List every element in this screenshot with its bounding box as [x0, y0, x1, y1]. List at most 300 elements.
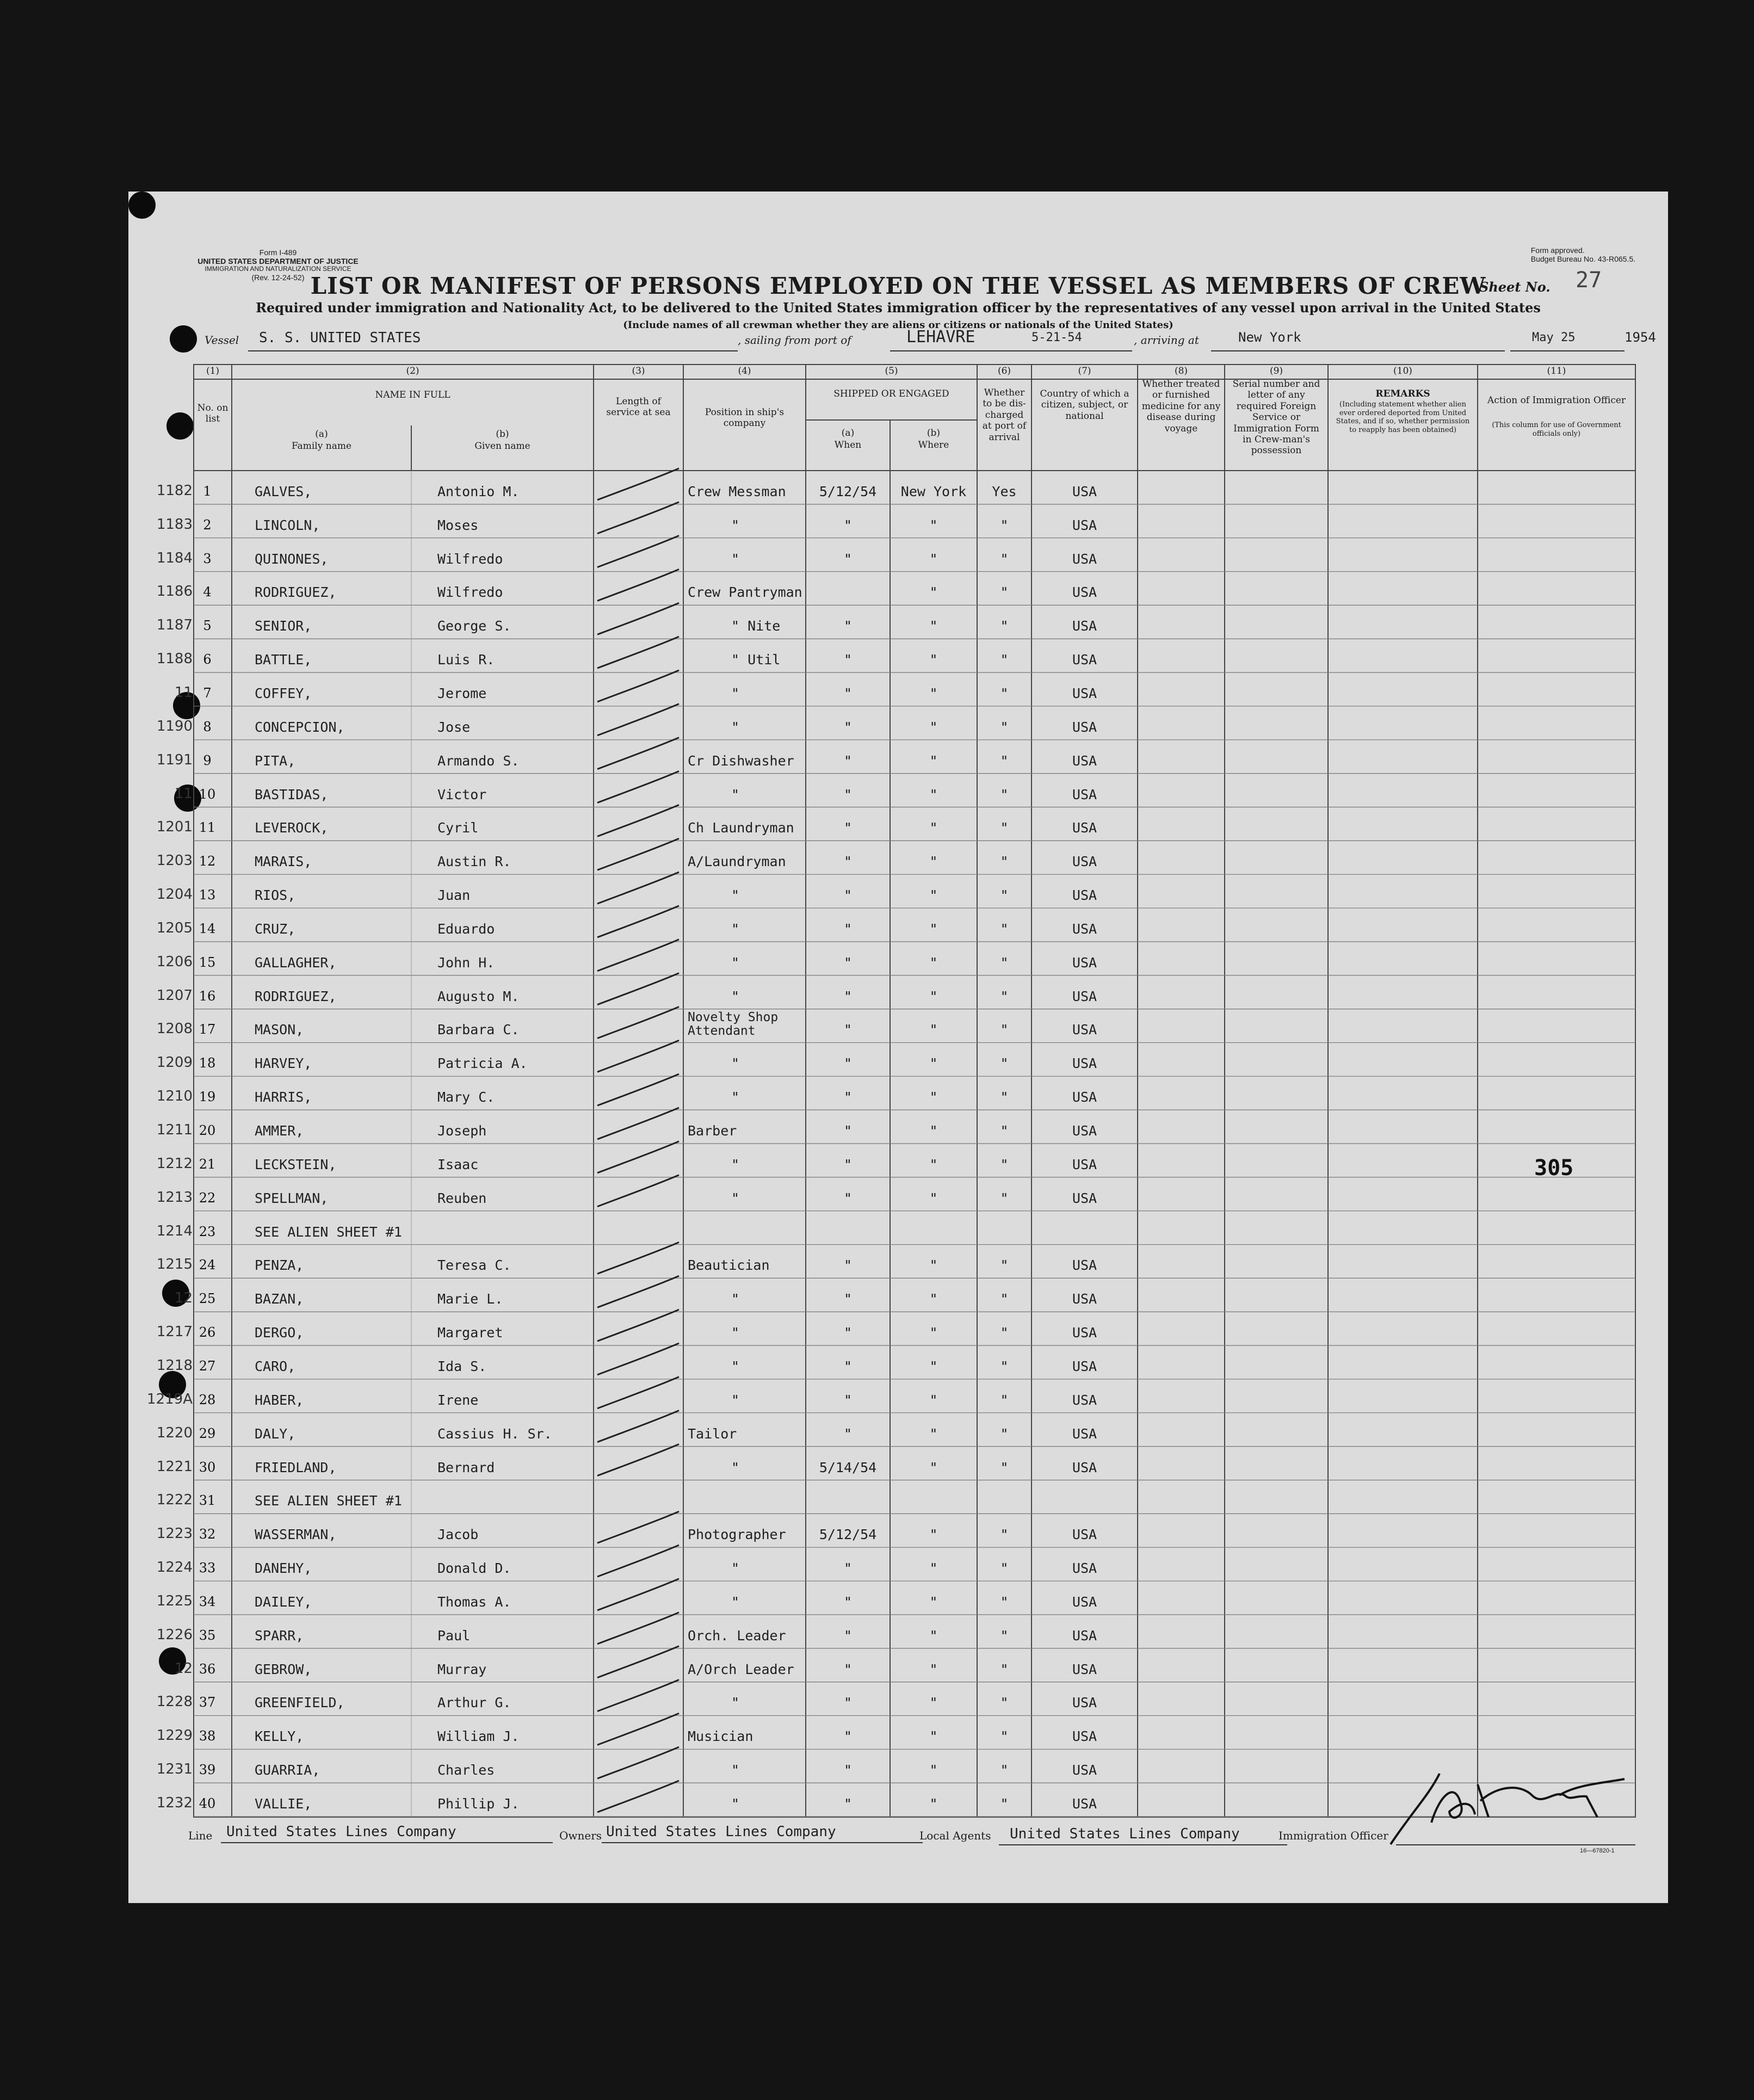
row-number: 31 [199, 1493, 216, 1509]
header-family: Family name [291, 441, 352, 452]
row-number: 27 [199, 1358, 216, 1374]
cell-position: " Nite [731, 618, 781, 634]
cell-country: USA [1072, 652, 1097, 668]
cell-family: DALY, [255, 1425, 296, 1442]
row-number: 28 [199, 1392, 216, 1407]
cell-family: HARVEY, [255, 1055, 312, 1072]
cell-where: " [929, 1593, 938, 1610]
cell-discharged: " [1000, 1055, 1009, 1072]
cell-position: " [731, 1325, 740, 1341]
cell-when: 5/14/54 [819, 1459, 877, 1475]
cell-position: " [731, 685, 740, 701]
length-slash-mark [597, 1545, 679, 1577]
length-slash-mark [597, 1074, 679, 1105]
cell-country: USA [1072, 618, 1097, 634]
cell-family: WASSERMAN, [255, 1527, 337, 1543]
cell-when: " [843, 551, 853, 567]
line-number: 1212 [156, 1155, 193, 1172]
footer-owners-label: Owners [559, 1829, 602, 1842]
row-number: 13 [199, 887, 216, 903]
row-number: 20 [199, 1123, 216, 1138]
cell-discharged: Yes [992, 483, 1017, 499]
cell-given: Joseph [437, 1123, 487, 1139]
footer-line-label: Line [188, 1829, 213, 1842]
cell-where: " [929, 517, 938, 533]
length-slash-mark [597, 738, 679, 769]
cell-where: " [929, 988, 938, 1004]
cell-family: BATTLE, [255, 652, 312, 668]
cell-position: " Util [731, 652, 781, 668]
cell-discharged: " [1000, 887, 1009, 904]
row-number: 5 [203, 618, 212, 634]
cell-family: SEE ALIEN SHEET #1 [255, 1493, 402, 1509]
row-number: 17 [199, 1022, 216, 1037]
row-number: 6 [203, 652, 212, 668]
cell-discharged: " [1000, 820, 1009, 836]
line-number: 1215 [156, 1256, 193, 1273]
cell-where: " [929, 685, 938, 701]
cell-family: LEVEROCK, [255, 820, 329, 836]
cell-where: " [929, 1022, 938, 1038]
cell-country: USA [1072, 1392, 1097, 1408]
cell-country: USA [1072, 685, 1097, 701]
row-number: 29 [199, 1425, 216, 1441]
row-number: 34 [199, 1593, 216, 1609]
row-number: 2 [203, 517, 212, 533]
year: 1954 [1625, 330, 1656, 345]
cell-family: SEE ALIEN SHEET #1 [255, 1224, 402, 1240]
cell-where: " [929, 1695, 938, 1711]
line-number: 1209 [156, 1054, 193, 1071]
cell-family: AMMER, [255, 1123, 304, 1139]
cell-position: " [731, 954, 740, 971]
cell-family: PITA, [255, 752, 296, 769]
cell-where: " [929, 618, 938, 634]
length-slash-mark [597, 1411, 679, 1442]
cell-discharged: " [1000, 1459, 1009, 1475]
cell-position: Photographer [688, 1527, 786, 1543]
footer-line-value: United States Lines Company [226, 1824, 456, 1840]
cell-position: " [731, 719, 740, 735]
form-number: Form I-489 [259, 248, 297, 257]
cell-where: " [929, 1123, 938, 1139]
cell-given: Patricia A. [437, 1055, 528, 1072]
cell-discharged: " [1000, 1695, 1009, 1711]
cell-given: Wilfredo [437, 551, 503, 567]
cell-where: " [929, 1257, 938, 1274]
cell-position: " [731, 1089, 740, 1105]
cell-given: Moses [437, 517, 479, 533]
cell-when: " [843, 1358, 853, 1374]
cell-position: " [731, 1291, 740, 1307]
footer-line-underline [221, 1842, 553, 1843]
cell-where: " [929, 1527, 938, 1543]
arrival-port: New York [1238, 330, 1301, 345]
cell-given: Isaac [437, 1156, 479, 1172]
cell-where: " [929, 584, 938, 601]
length-slash-mark [597, 1141, 679, 1173]
cell-given: Arthur G. [437, 1695, 511, 1711]
cell-given: Thomas A. [437, 1593, 511, 1610]
sail-date: 5-21-54 [1032, 331, 1082, 344]
line-number: 12 [174, 1660, 193, 1677]
cell-discharged: " [1000, 1123, 1009, 1139]
cell-country: USA [1072, 1022, 1097, 1038]
cell-family: QUINONES, [255, 551, 329, 567]
cell-position: Tailor [688, 1425, 737, 1442]
row-number: 4 [203, 584, 212, 600]
cell-when: " [843, 618, 853, 634]
cell-country: USA [1072, 584, 1097, 601]
manifest-sheet [128, 192, 1668, 1903]
length-slash-mark [597, 1040, 679, 1072]
line-number: 1183 [156, 516, 193, 533]
row-number: 8 [203, 719, 212, 734]
cell-given: Marie L. [437, 1291, 503, 1307]
row-number: 39 [199, 1762, 216, 1778]
cell-discharged: " [1000, 1762, 1009, 1778]
cell-country: USA [1072, 786, 1097, 802]
line-number: 1229 [156, 1727, 193, 1744]
port: LEHAVRE [906, 328, 975, 347]
cell-when: " [843, 1661, 853, 1677]
cell-where: " [929, 1796, 938, 1812]
cell-discharged: " [1000, 618, 1009, 634]
arrival-date: May 25 [1532, 331, 1576, 344]
col-num: (11) [1547, 366, 1566, 376]
cell-family: DERGO, [255, 1325, 304, 1341]
cell-country: USA [1072, 1527, 1097, 1543]
cell-family: GALVES, [255, 483, 312, 499]
sheet-label: Sheet No. [1479, 279, 1551, 295]
col-num: (2) [406, 366, 419, 376]
cell-given: Augusto M. [437, 988, 520, 1004]
header-action-note: (This column for use of Government officials only) [1492, 421, 1621, 438]
cell-family: SPELLMAN, [255, 1190, 329, 1206]
cell-where: " [929, 1728, 938, 1745]
line-number: 1225 [156, 1592, 193, 1609]
line-number: 1207 [156, 987, 193, 1004]
header-remarks: REMARKS [1375, 388, 1430, 399]
row-number: 7 [203, 685, 212, 701]
cell-where: " [929, 1392, 938, 1408]
cell-family: FRIEDLAND, [255, 1459, 337, 1475]
cell-where: " [929, 820, 938, 836]
row-number: 16 [199, 988, 216, 1004]
cell-position: " [731, 1459, 740, 1475]
col-num: (1) [206, 366, 220, 376]
cell-when: " [843, 921, 853, 937]
header-name: NAME IN FULL [375, 390, 450, 400]
cell-position: Musician [688, 1728, 754, 1745]
cell-country: USA [1072, 1325, 1097, 1341]
length-slash-mark [597, 872, 679, 904]
line-number: 1213 [156, 1189, 193, 1206]
cell-position: " [731, 887, 740, 904]
cell-where: " [929, 1156, 938, 1172]
cell-given: Armando S. [437, 752, 520, 769]
cell-country: USA [1072, 954, 1097, 971]
length-slash-mark [597, 536, 679, 567]
cell-when: " [843, 517, 853, 533]
length-slash-mark [597, 468, 679, 500]
cell-discharged: " [1000, 1358, 1009, 1374]
cell-discharged: " [1000, 685, 1009, 701]
length-slash-mark [597, 1108, 679, 1139]
cell-given: Phillip J. [437, 1796, 520, 1812]
line-number: 1186 [156, 583, 193, 600]
header-discharged: Whether to be dis-charged at port of arrival [982, 387, 1027, 443]
cell-given: Luis R. [437, 652, 495, 668]
row-number: 26 [199, 1325, 216, 1341]
cell-discharged: " [1000, 652, 1009, 668]
header-country: Country of which a citizen, subject, or national [1040, 388, 1129, 422]
cell-country: USA [1072, 1593, 1097, 1610]
cell-family: RODRIGUEZ, [255, 584, 337, 601]
length-slash-mark [597, 1343, 679, 1375]
header-remarks-note: (Including statement whether alien ever ordered deported from United States, and if so, whether permission to reapply has been obtained) [1336, 400, 1470, 434]
length-slash-mark [597, 1310, 679, 1341]
cell-family: RODRIGUEZ, [255, 988, 337, 1004]
line-number: 1221 [156, 1458, 193, 1475]
cell-when: " [843, 1055, 853, 1072]
form-approved: Form approved. [1530, 246, 1585, 255]
cell-country: USA [1072, 1425, 1097, 1442]
cell-position: " [731, 988, 740, 1004]
header-given: Given name [474, 441, 530, 452]
row-number: 35 [199, 1627, 216, 1643]
cell-where: " [929, 1358, 938, 1374]
print-code: 16—67820-1 [1580, 1848, 1615, 1854]
row-number: 21 [199, 1156, 216, 1172]
length-slash-mark [597, 1511, 679, 1543]
row-number: 15 [199, 954, 216, 970]
header-position: Position in ship's company [705, 407, 785, 429]
cell-given: Barbara C. [437, 1022, 520, 1038]
sailing-label: , sailing from port of [738, 333, 851, 347]
row-number: 1 [203, 483, 212, 499]
officer-signature [1380, 1763, 1635, 1855]
line-number: 1226 [156, 1626, 193, 1643]
cell-where: " [929, 854, 938, 870]
cell-where: " [929, 1661, 938, 1677]
header-family-sub: (a) [315, 429, 328, 440]
row-number: 30 [199, 1459, 216, 1475]
cell-position: " [731, 1593, 740, 1610]
cell-position: " [731, 1695, 740, 1711]
line-number: 1223 [156, 1525, 193, 1542]
header-shipped: SHIPPED OR ENGAGED [833, 388, 949, 399]
cell-given: Teresa C. [437, 1257, 511, 1274]
header-medicine: Whether treated or furnished medicine for any disease during voyage [1141, 379, 1221, 434]
footer-agents-value: United States Lines Company [1010, 1826, 1240, 1842]
line-number: 1214 [156, 1222, 193, 1239]
line-number: 1182 [156, 482, 193, 499]
cell-discharged: " [1000, 1022, 1009, 1038]
length-slash-mark [597, 1713, 679, 1745]
length-slash-mark [597, 805, 679, 836]
cell-where: " [929, 1089, 938, 1105]
service: IMMIGRATION AND NATURALIZATION SERVICE [205, 265, 351, 273]
cell-given: Murray [437, 1661, 487, 1677]
cell-discharged: " [1000, 1257, 1009, 1274]
length-slash-mark [597, 838, 679, 870]
cell-when: " [843, 1762, 853, 1778]
cell-discharged: " [1000, 1527, 1009, 1543]
form-title: LIST OR MANIFEST OF PERSONS EMPLOYED ON THE VESSEL AS MEMBERS OF CREW [310, 273, 1486, 299]
length-slash-mark [597, 603, 679, 634]
cell-when: 5/12/54 [819, 1527, 877, 1543]
length-slash-mark [597, 1579, 679, 1610]
cell-discharged: " [1000, 786, 1009, 802]
cell-where: New York [900, 483, 967, 499]
row-number: 33 [199, 1560, 216, 1576]
cell-position: " [731, 517, 740, 533]
cell-discharged: " [1000, 988, 1009, 1004]
header-action: Action of Immigration Officer [1487, 395, 1626, 406]
sheet-number: 27 [1576, 268, 1602, 293]
cell-country: USA [1072, 1661, 1097, 1677]
length-slash-mark [597, 1377, 679, 1409]
cell-where: " [929, 1291, 938, 1307]
cell-family: CRUZ, [255, 921, 296, 937]
row-number: 40 [199, 1796, 216, 1811]
cell-given: Jose [437, 719, 471, 735]
cell-family: LINCOLN, [255, 517, 320, 533]
line-number: 1231 [156, 1761, 193, 1778]
cell-where: " [929, 1325, 938, 1341]
cell-country: USA [1072, 1291, 1097, 1307]
cell-family: GUARRIA, [255, 1762, 320, 1778]
length-slash-mark [597, 670, 679, 702]
cell-discharged: " [1000, 1661, 1009, 1677]
line-number: 1217 [156, 1324, 193, 1341]
cell-given: Jerome [437, 685, 487, 701]
cell-country: USA [1072, 1190, 1097, 1206]
row-number: 14 [199, 921, 216, 936]
cell-family: HARRIS, [255, 1089, 312, 1105]
cell-given: Bernard [437, 1459, 495, 1475]
cell-discharged: " [1000, 1425, 1009, 1442]
cell-position: " [731, 921, 740, 937]
cell-discharged: " [1000, 1796, 1009, 1812]
cell-country: USA [1072, 988, 1097, 1004]
length-slash-mark [597, 1242, 679, 1274]
cell-given: Victor [437, 786, 487, 802]
cell-country: USA [1072, 1796, 1097, 1812]
cell-given: Cassius H. Sr. [437, 1425, 552, 1442]
cell-when: " [843, 685, 853, 701]
cell-country: USA [1072, 483, 1097, 499]
row-number: 11 [199, 820, 216, 836]
length-slash-mark [597, 973, 679, 1005]
cell-where: " [929, 954, 938, 971]
length-slash-mark [597, 1444, 679, 1476]
cell-position: " [731, 1392, 740, 1408]
col-num: (5) [885, 366, 898, 376]
cell-where: " [929, 1762, 938, 1778]
col-num: (7) [1078, 366, 1091, 376]
header-length: Length of service at sea [606, 396, 671, 418]
cell-discharged: " [1000, 1627, 1009, 1644]
header-given-sub: (b) [496, 429, 509, 440]
cell-discharged: " [1000, 584, 1009, 601]
cell-family: DAILEY, [255, 1593, 312, 1610]
cell-when: " [843, 719, 853, 735]
cell-discharged: " [1000, 854, 1009, 870]
cell-position: " [731, 786, 740, 802]
cell-discharged: " [1000, 1560, 1009, 1577]
row-number: 22 [199, 1190, 216, 1206]
row-number: 19 [199, 1089, 216, 1105]
form-note: (Include names of all crewman whether they are aliens or citizens or nationals of the United States) [623, 319, 1174, 331]
cell-discharged: " [1000, 954, 1009, 971]
footer-owners-value: United States Lines Company [606, 1824, 836, 1840]
cell-given: Margaret [437, 1325, 503, 1341]
cell-country: USA [1072, 1560, 1097, 1577]
col-num: (4) [738, 366, 751, 376]
cell-discharged: " [1000, 551, 1009, 567]
row-number: 37 [199, 1695, 216, 1710]
length-slash-mark [597, 637, 679, 668]
line-number: 1208 [156, 1021, 193, 1037]
cell-discharged: " [1000, 1325, 1009, 1341]
cell-position: " [731, 1190, 740, 1206]
length-slash-mark [597, 1747, 679, 1778]
line-number: 1219A [147, 1391, 193, 1407]
cell-when: " [843, 1257, 853, 1274]
row-number: 18 [199, 1055, 216, 1071]
cell-given: John H. [437, 954, 495, 971]
cell-country: USA [1072, 887, 1097, 904]
header-where-sub: (b) [927, 428, 941, 438]
header-when: When [834, 440, 862, 450]
cell-when: " [843, 887, 853, 904]
cell-family: BASTIDAS, [255, 786, 329, 802]
cell-country: USA [1072, 1257, 1097, 1274]
cell-when: " [843, 1425, 853, 1442]
cell-position: Crew Pantryman [688, 584, 802, 601]
budget-bureau: Budget Bureau No. 43-R065.5. [1530, 255, 1635, 264]
annotation-number: 305 [1534, 1156, 1574, 1181]
cell-when: " [843, 1627, 853, 1644]
footer-agents-label: Local Agents [919, 1829, 991, 1842]
cell-given: William J. [437, 1728, 520, 1745]
cell-family: GREENFIELD, [255, 1695, 345, 1711]
cell-where: " [929, 1627, 938, 1644]
cell-discharged: " [1000, 1392, 1009, 1408]
length-slash-mark [597, 1613, 679, 1644]
cell-given: Wilfredo [437, 584, 503, 601]
cell-when: " [843, 1796, 853, 1812]
cell-position: " [731, 1055, 740, 1072]
row-number: 38 [199, 1728, 216, 1744]
length-slash-mark [597, 1175, 679, 1207]
cell-when: " [843, 954, 853, 971]
cell-country: USA [1072, 1695, 1097, 1711]
length-slash-mark [597, 1006, 679, 1038]
cell-position: " [731, 551, 740, 567]
cell-country: USA [1072, 719, 1097, 735]
cell-position: Orch. Leader [688, 1627, 786, 1644]
cell-position: A/Laundryman [688, 854, 786, 870]
cell-family: GALLAGHER, [255, 954, 337, 971]
length-slash-mark [597, 940, 679, 971]
form-revision: (Rev. 12-24-52) [251, 273, 305, 282]
cell-where: " [929, 652, 938, 668]
cell-country: USA [1072, 752, 1097, 769]
cell-position: " [731, 1156, 740, 1172]
